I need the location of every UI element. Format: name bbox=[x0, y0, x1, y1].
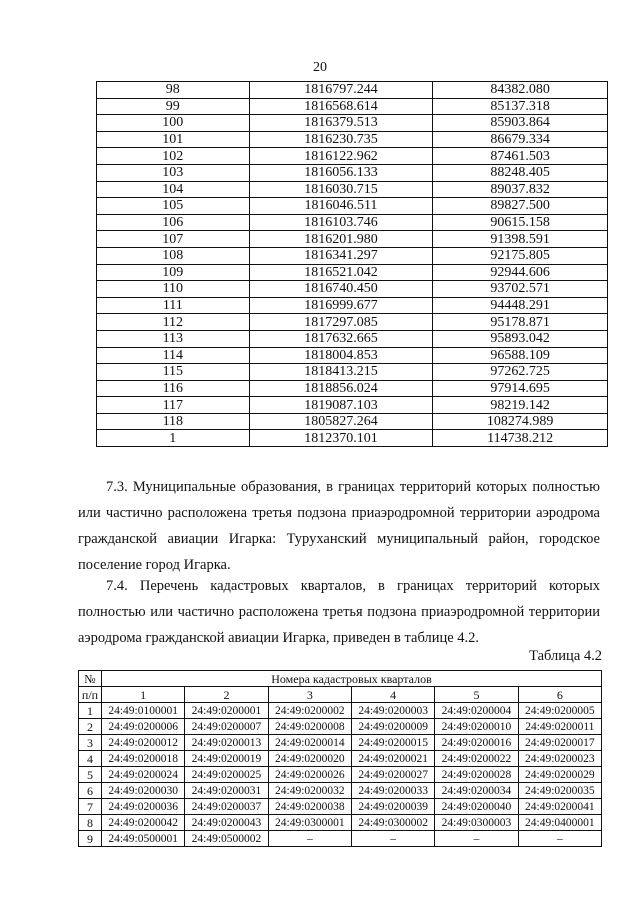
coord-x: 1818004.853 bbox=[249, 347, 433, 364]
table-row bbox=[79, 831, 602, 847]
table-row bbox=[97, 131, 608, 148]
cadastral-number: – bbox=[351, 831, 434, 847]
table-row bbox=[97, 347, 608, 364]
table-caption: Таблица 4.2 bbox=[529, 648, 602, 664]
point-number: 114 bbox=[97, 347, 250, 364]
row-number: 3 bbox=[79, 735, 102, 751]
cadastral-number: 24:49:0200039 bbox=[351, 799, 434, 815]
coord-y: 84382.080 bbox=[433, 82, 608, 99]
table-row bbox=[97, 364, 608, 381]
point-number: 1 bbox=[97, 430, 250, 447]
coord-y: 94448.291 bbox=[433, 297, 608, 314]
cadastral-number: 24:49:0300001 bbox=[268, 815, 351, 831]
cadastral-number: 24:49:0200019 bbox=[185, 751, 268, 767]
cadastral-number: 24:49:0200023 bbox=[518, 751, 601, 767]
row-number: 5 bbox=[79, 767, 102, 783]
cadastral-number: 24:49:0200004 bbox=[435, 703, 518, 719]
coord-y: 85903.864 bbox=[433, 115, 608, 132]
point-number: 107 bbox=[97, 231, 250, 248]
cadastral-number: 24:49:0300003 bbox=[435, 815, 518, 831]
cadastral-number: 24:49:0200025 bbox=[185, 767, 268, 783]
cadastral-number: 24:49:0200014 bbox=[268, 735, 351, 751]
coord-x: 1816999.677 bbox=[249, 297, 433, 314]
table-row bbox=[97, 231, 608, 248]
coord-x: 1816521.042 bbox=[249, 264, 433, 281]
cadastral-number: 24:49:0200022 bbox=[435, 751, 518, 767]
point-number: 106 bbox=[97, 214, 250, 231]
table-row bbox=[97, 314, 608, 331]
coord-x: 1805827.264 bbox=[249, 413, 433, 430]
point-number: 111 bbox=[97, 297, 250, 314]
cadastral-number: 24:49:0200013 bbox=[185, 735, 268, 751]
cadastral-number: 24:49:0200037 bbox=[185, 799, 268, 815]
row-number: 2 bbox=[79, 719, 102, 735]
cadastral-number: 24:49:0200011 bbox=[518, 719, 601, 735]
coord-x: 1812370.101 bbox=[249, 430, 433, 447]
column-number: 5 bbox=[435, 687, 518, 703]
table-row bbox=[97, 397, 608, 414]
cadastral-number: 24:49:0200026 bbox=[268, 767, 351, 783]
section-7-4-paragraph bbox=[78, 573, 600, 651]
point-number: 112 bbox=[97, 314, 250, 331]
coord-y: 93702.571 bbox=[433, 281, 608, 298]
cadastral-number: 24:49:0200024 bbox=[102, 767, 185, 783]
table-row bbox=[97, 264, 608, 281]
table-row bbox=[79, 735, 602, 751]
coord-y: 108274.989 bbox=[433, 413, 608, 430]
cadastral-number: 24:49:0200029 bbox=[518, 767, 601, 783]
column-number: 1 bbox=[102, 687, 185, 703]
point-number: 115 bbox=[97, 364, 250, 381]
coord-y: 95893.042 bbox=[433, 330, 608, 347]
coord-x: 1818856.024 bbox=[249, 380, 433, 397]
table-row bbox=[97, 98, 608, 115]
row-number: 8 bbox=[79, 815, 102, 831]
row-number: 7 bbox=[79, 799, 102, 815]
coord-x: 1816568.614 bbox=[249, 98, 433, 115]
table-row bbox=[79, 815, 602, 831]
cadastral-number: 24:49:0200005 bbox=[518, 703, 601, 719]
cadastral-number: – bbox=[518, 831, 601, 847]
coord-x: 1816230.735 bbox=[249, 131, 433, 148]
coord-x: 1816740.450 bbox=[249, 281, 433, 298]
point-number: 100 bbox=[97, 115, 250, 132]
table-row bbox=[97, 247, 608, 264]
coord-y: 97262.725 bbox=[433, 364, 608, 381]
point-number: 108 bbox=[97, 247, 250, 264]
table-row bbox=[97, 181, 608, 198]
coord-y: 97914.695 bbox=[433, 380, 608, 397]
coord-x: 1816030.715 bbox=[249, 181, 433, 198]
header-number: № bbox=[79, 671, 102, 687]
header-title: Номера кадастровых кварталов bbox=[102, 671, 602, 687]
table-row bbox=[79, 783, 602, 799]
table-row bbox=[79, 767, 602, 783]
coord-x: 1816797.244 bbox=[249, 82, 433, 99]
section-7-4-text: 7.4. Перечень кадастровых кварталов, в границах территорий которых полностью или частично расположена третья подзона приаэродромной территории аэродрома гражданской авиации Игарка, приведен в таблице 4.2. bbox=[78, 578, 600, 646]
point-number: 102 bbox=[97, 148, 250, 165]
cadastral-number: – bbox=[435, 831, 518, 847]
point-number: 99 bbox=[97, 98, 250, 115]
point-number: 116 bbox=[97, 380, 250, 397]
row-number: 4 bbox=[79, 751, 102, 767]
coord-y: 96588.109 bbox=[433, 347, 608, 364]
point-number: 118 bbox=[97, 413, 250, 430]
point-number: 105 bbox=[97, 198, 250, 215]
cadastral-number: 24:49:0200035 bbox=[518, 783, 601, 799]
cadastral-number: 24:49:0200034 bbox=[435, 783, 518, 799]
cadastral-number: 24:49:0200043 bbox=[185, 815, 268, 831]
point-number: 113 bbox=[97, 330, 250, 347]
table-row bbox=[97, 214, 608, 231]
coord-y: 92944.606 bbox=[433, 264, 608, 281]
cadastral-number: 24:49:0400001 bbox=[518, 815, 601, 831]
row-number: 1 bbox=[79, 703, 102, 719]
table-row bbox=[97, 148, 608, 165]
cadastral-quarters-table bbox=[78, 670, 602, 847]
cadastral-number: 24:49:0200020 bbox=[268, 751, 351, 767]
point-number: 109 bbox=[97, 264, 250, 281]
coord-x: 1816103.746 bbox=[249, 214, 433, 231]
coord-x: 1816056.133 bbox=[249, 164, 433, 181]
coord-y: 98219.142 bbox=[433, 397, 608, 414]
cadastral-number: 24:49:0200018 bbox=[102, 751, 185, 767]
coord-x: 1816341.297 bbox=[249, 247, 433, 264]
cadastral-number: 24:49:0500002 bbox=[185, 831, 268, 847]
cadastral-number: 24:49:0200030 bbox=[102, 783, 185, 799]
table-row bbox=[97, 430, 608, 447]
coordinates-table bbox=[96, 81, 608, 447]
coord-y: 114738.212 bbox=[433, 430, 608, 447]
table-row bbox=[97, 330, 608, 347]
coord-x: 1816379.513 bbox=[249, 115, 433, 132]
table-row bbox=[97, 380, 608, 397]
table-row bbox=[79, 703, 602, 719]
table-row bbox=[97, 164, 608, 181]
cadastral-number: 24:49:0100001 bbox=[102, 703, 185, 719]
row-number: 6 bbox=[79, 783, 102, 799]
point-number: 117 bbox=[97, 397, 250, 414]
cadastral-number: 24:49:0200041 bbox=[518, 799, 601, 815]
cadastral-number: 24:49:0200009 bbox=[351, 719, 434, 735]
coord-y: 87461.503 bbox=[433, 148, 608, 165]
row-number: 9 bbox=[79, 831, 102, 847]
point-number: 103 bbox=[97, 164, 250, 181]
section-7-3-paragraph bbox=[78, 474, 600, 578]
cadastral-number: – bbox=[268, 831, 351, 847]
table-row bbox=[97, 115, 608, 132]
point-number: 101 bbox=[97, 131, 250, 148]
header-pp: п/п bbox=[79, 687, 102, 703]
cadastral-number: 24:49:0200033 bbox=[351, 783, 434, 799]
column-number: 2 bbox=[185, 687, 268, 703]
page-number: 20 bbox=[313, 60, 327, 75]
cadastral-number: 24:49:0200036 bbox=[102, 799, 185, 815]
cadastral-number: 24:49:0200038 bbox=[268, 799, 351, 815]
cadastral-number: 24:49:0200040 bbox=[435, 799, 518, 815]
cadastral-number: 24:49:0200003 bbox=[351, 703, 434, 719]
coord-x: 1818413.215 bbox=[249, 364, 433, 381]
point-number: 110 bbox=[97, 281, 250, 298]
cadastral-number: 24:49:0200006 bbox=[102, 719, 185, 735]
cadastral-number: 24:49:0500001 bbox=[102, 831, 185, 847]
cadastral-number: 24:49:0200001 bbox=[185, 703, 268, 719]
coord-y: 86679.334 bbox=[433, 131, 608, 148]
coord-x: 1816201.980 bbox=[249, 231, 433, 248]
cadastral-number: 24:49:0200017 bbox=[518, 735, 601, 751]
cadastral-number: 24:49:0200042 bbox=[102, 815, 185, 831]
coord-y: 90615.158 bbox=[433, 214, 608, 231]
column-number: 3 bbox=[268, 687, 351, 703]
column-number: 4 bbox=[351, 687, 434, 703]
coord-x: 1816122.962 bbox=[249, 148, 433, 165]
cadastral-number: 24:49:0200007 bbox=[185, 719, 268, 735]
cadastral-number: 24:49:0200016 bbox=[435, 735, 518, 751]
coord-y: 91398.591 bbox=[433, 231, 608, 248]
table-row bbox=[97, 297, 608, 314]
column-number: 6 bbox=[518, 687, 601, 703]
point-number: 104 bbox=[97, 181, 250, 198]
coord-y: 89037.832 bbox=[433, 181, 608, 198]
cadastral-number: 24:49:0300002 bbox=[351, 815, 434, 831]
cadastral-number: 24:49:0200015 bbox=[351, 735, 434, 751]
table-row bbox=[97, 82, 608, 99]
coord-y: 92175.805 bbox=[433, 247, 608, 264]
cadastral-number: 24:49:0200012 bbox=[102, 735, 185, 751]
table-row bbox=[97, 198, 608, 215]
section-7-3-text: 7.3. Муниципальные образования, в границах территорий которых полностью или частично расположена третья подзона приаэродромной территории аэродрома гражданской авиации Игарка: Туруханский муниципальный район, городское поселение город Игарка. bbox=[78, 479, 600, 573]
coord-x: 1819087.103 bbox=[249, 397, 433, 414]
coord-x: 1817632.665 bbox=[249, 330, 433, 347]
coord-y: 89827.500 bbox=[433, 198, 608, 215]
coord-x: 1817297.085 bbox=[249, 314, 433, 331]
point-number: 98 bbox=[97, 82, 250, 99]
cadastral-number: 24:49:0200010 bbox=[435, 719, 518, 735]
cadastral-number: 24:49:0200027 bbox=[351, 767, 434, 783]
cadastral-number: 24:49:0200021 bbox=[351, 751, 434, 767]
coord-y: 85137.318 bbox=[433, 98, 608, 115]
coord-y: 88248.405 bbox=[433, 164, 608, 181]
table-row bbox=[79, 719, 602, 735]
table-row bbox=[79, 799, 602, 815]
cadastral-number: 24:49:0200008 bbox=[268, 719, 351, 735]
table-row bbox=[97, 281, 608, 298]
cadastral-number: 24:49:0200031 bbox=[185, 783, 268, 799]
coord-y: 95178.871 bbox=[433, 314, 608, 331]
cadastral-number: 24:49:0200028 bbox=[435, 767, 518, 783]
cadastral-number: 24:49:0200032 bbox=[268, 783, 351, 799]
coord-x: 1816046.511 bbox=[249, 198, 433, 215]
table-row bbox=[97, 413, 608, 430]
table-row bbox=[79, 751, 602, 767]
cadastral-number: 24:49:0200002 bbox=[268, 703, 351, 719]
